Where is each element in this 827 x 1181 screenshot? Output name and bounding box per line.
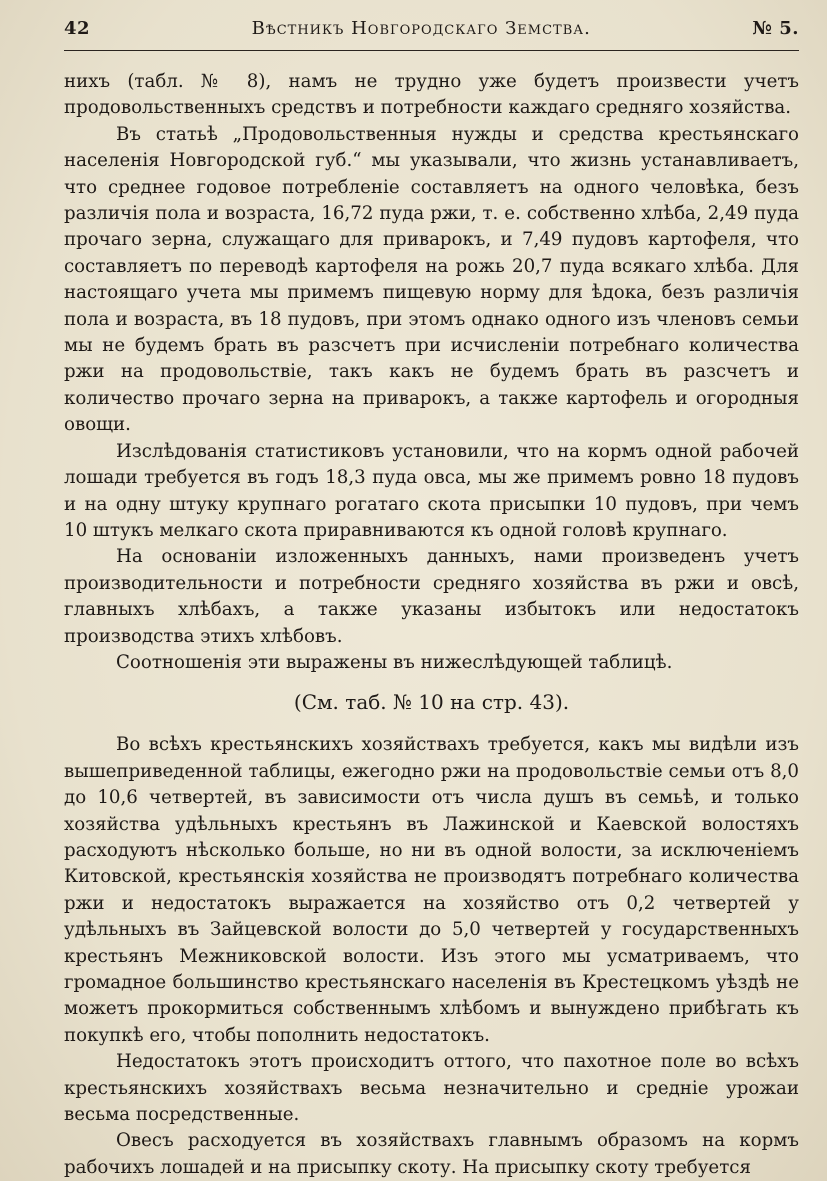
page-header — [64, 18, 799, 48]
table-reference: (См. таб. № 10 на стр. 43). — [293, 690, 570, 715]
paragraph: Изслѣдованія статистиковъ установили, что на кормъ одной рабочей лошади требуется въ годъ 18,3 пуда овса, мы же примемъ ровно 18 пудовъ и на одну штуку крупнаго рогатаго скота присыпки 10 пудовъ, при чемъ 10 штукъ мелкаго скота приравниваются къ одной головѣ крупнаго. — [64, 440, 799, 541]
paragraph: Во всѣхъ крестьянскихъ хозяйствахъ требуется, какъ мы видѣли изъ вышеприведенной таблицы, ежегодно ржи на продовольствіе семьи отъ 8,0 до 10,6 четвертей, въ зависимости отъ числа душъ въ семьѣ, и только хозяйства удѣльныхъ крестьянъ въ Лажинской и Каевской волостяхъ расходуютъ нѣсколько больше, но ни въ одной волости, за исключеніемъ Китовской, крестьянскія хозяйства не производятъ потребнаго количества ржи и недостатокъ выражается на хозяйство отъ 0,2 четвертей у удѣльныхъ въ Зайцевской волости до 5,0 четвертей у государственныхъ крестьянъ Межниковской волости. Изъ этого мы усматриваемъ, что громадное большинство крестьянскаго населенія въ Крестецкомъ уѣздѣ не можетъ прокормиться собственнымъ хлѣбомъ и вынуждено прибѣгать къ покупкѣ его, чтобы пополнить недостатокъ. — [64, 734, 799, 1046]
journal-title: Вѣстникъ Новгородскаго Земства. — [251, 18, 591, 39]
paragraph: На основаніи изложенныхъ данныхъ, нами произведенъ учетъ производительности и потребности средняго хозяйства въ ржи и овсѣ, главныхъ хлѣбахъ, а также указаны избытокъ или недостатокъ производства этихъ хлѣбовъ. — [64, 546, 799, 647]
paragraph-continued: нихъ (табл. № 8), намъ не трудно уже будетъ произвести учетъ продовольственныхъ средствъ и потребности каждаго средняго хозяйства. — [64, 71, 799, 119]
paragraph: Недостатокъ этотъ происходитъ оттого, что пахотное поле во всѣхъ крестьянскихъ хозяйствахъ весьма незначительно и средніе урожаи весьма посредственные. — [64, 1051, 799, 1126]
header-rule — [64, 50, 799, 51]
page-number: 42 — [64, 18, 91, 39]
paragraph: Овесъ расходуется въ хозяйствахъ главнымъ образомъ на кормъ рабочихъ лошадей и на присыпку скоту. На присыпку скоту требуется — [64, 1130, 799, 1178]
issue-number: № 5. — [752, 18, 799, 39]
paragraph: Соотношенія эти выражены въ нижеслѣдующей таблицѣ. — [116, 651, 673, 673]
paragraph: Въ статьѣ „Продовольственныя нужды и средства крестьянскаго населенія Новгородской губ.“ мы указывали, что жизнь устанавливаетъ, что среднее годовое потребленіе составляетъ на одного человѣка, безъ различія пола и возраста, 16,72 пуда ржи, т. е. собственно хлѣба, 2,49 пуда прочаго зерна, служащаго для приварокъ, и 7,49 пудовъ картофеля, что составляетъ по переводѣ картофеля на рожь 20,7 пуда всякаго хлѣба. Для настоящаго учета мы примемъ пищевую норму для ѣдока, безъ различія пола и возраста, въ 18 пудовъ, при этомъ однако одного изъ членовъ семьи мы не будемъ брать въ разсчетъ при исчисленіи потребнаго количества ржи на продовольствіе, такъ какъ не будемъ брать въ разсчетъ и количество прочаго зерна на приварокъ, а также картофель и огородныя овощи. — [64, 123, 799, 436]
